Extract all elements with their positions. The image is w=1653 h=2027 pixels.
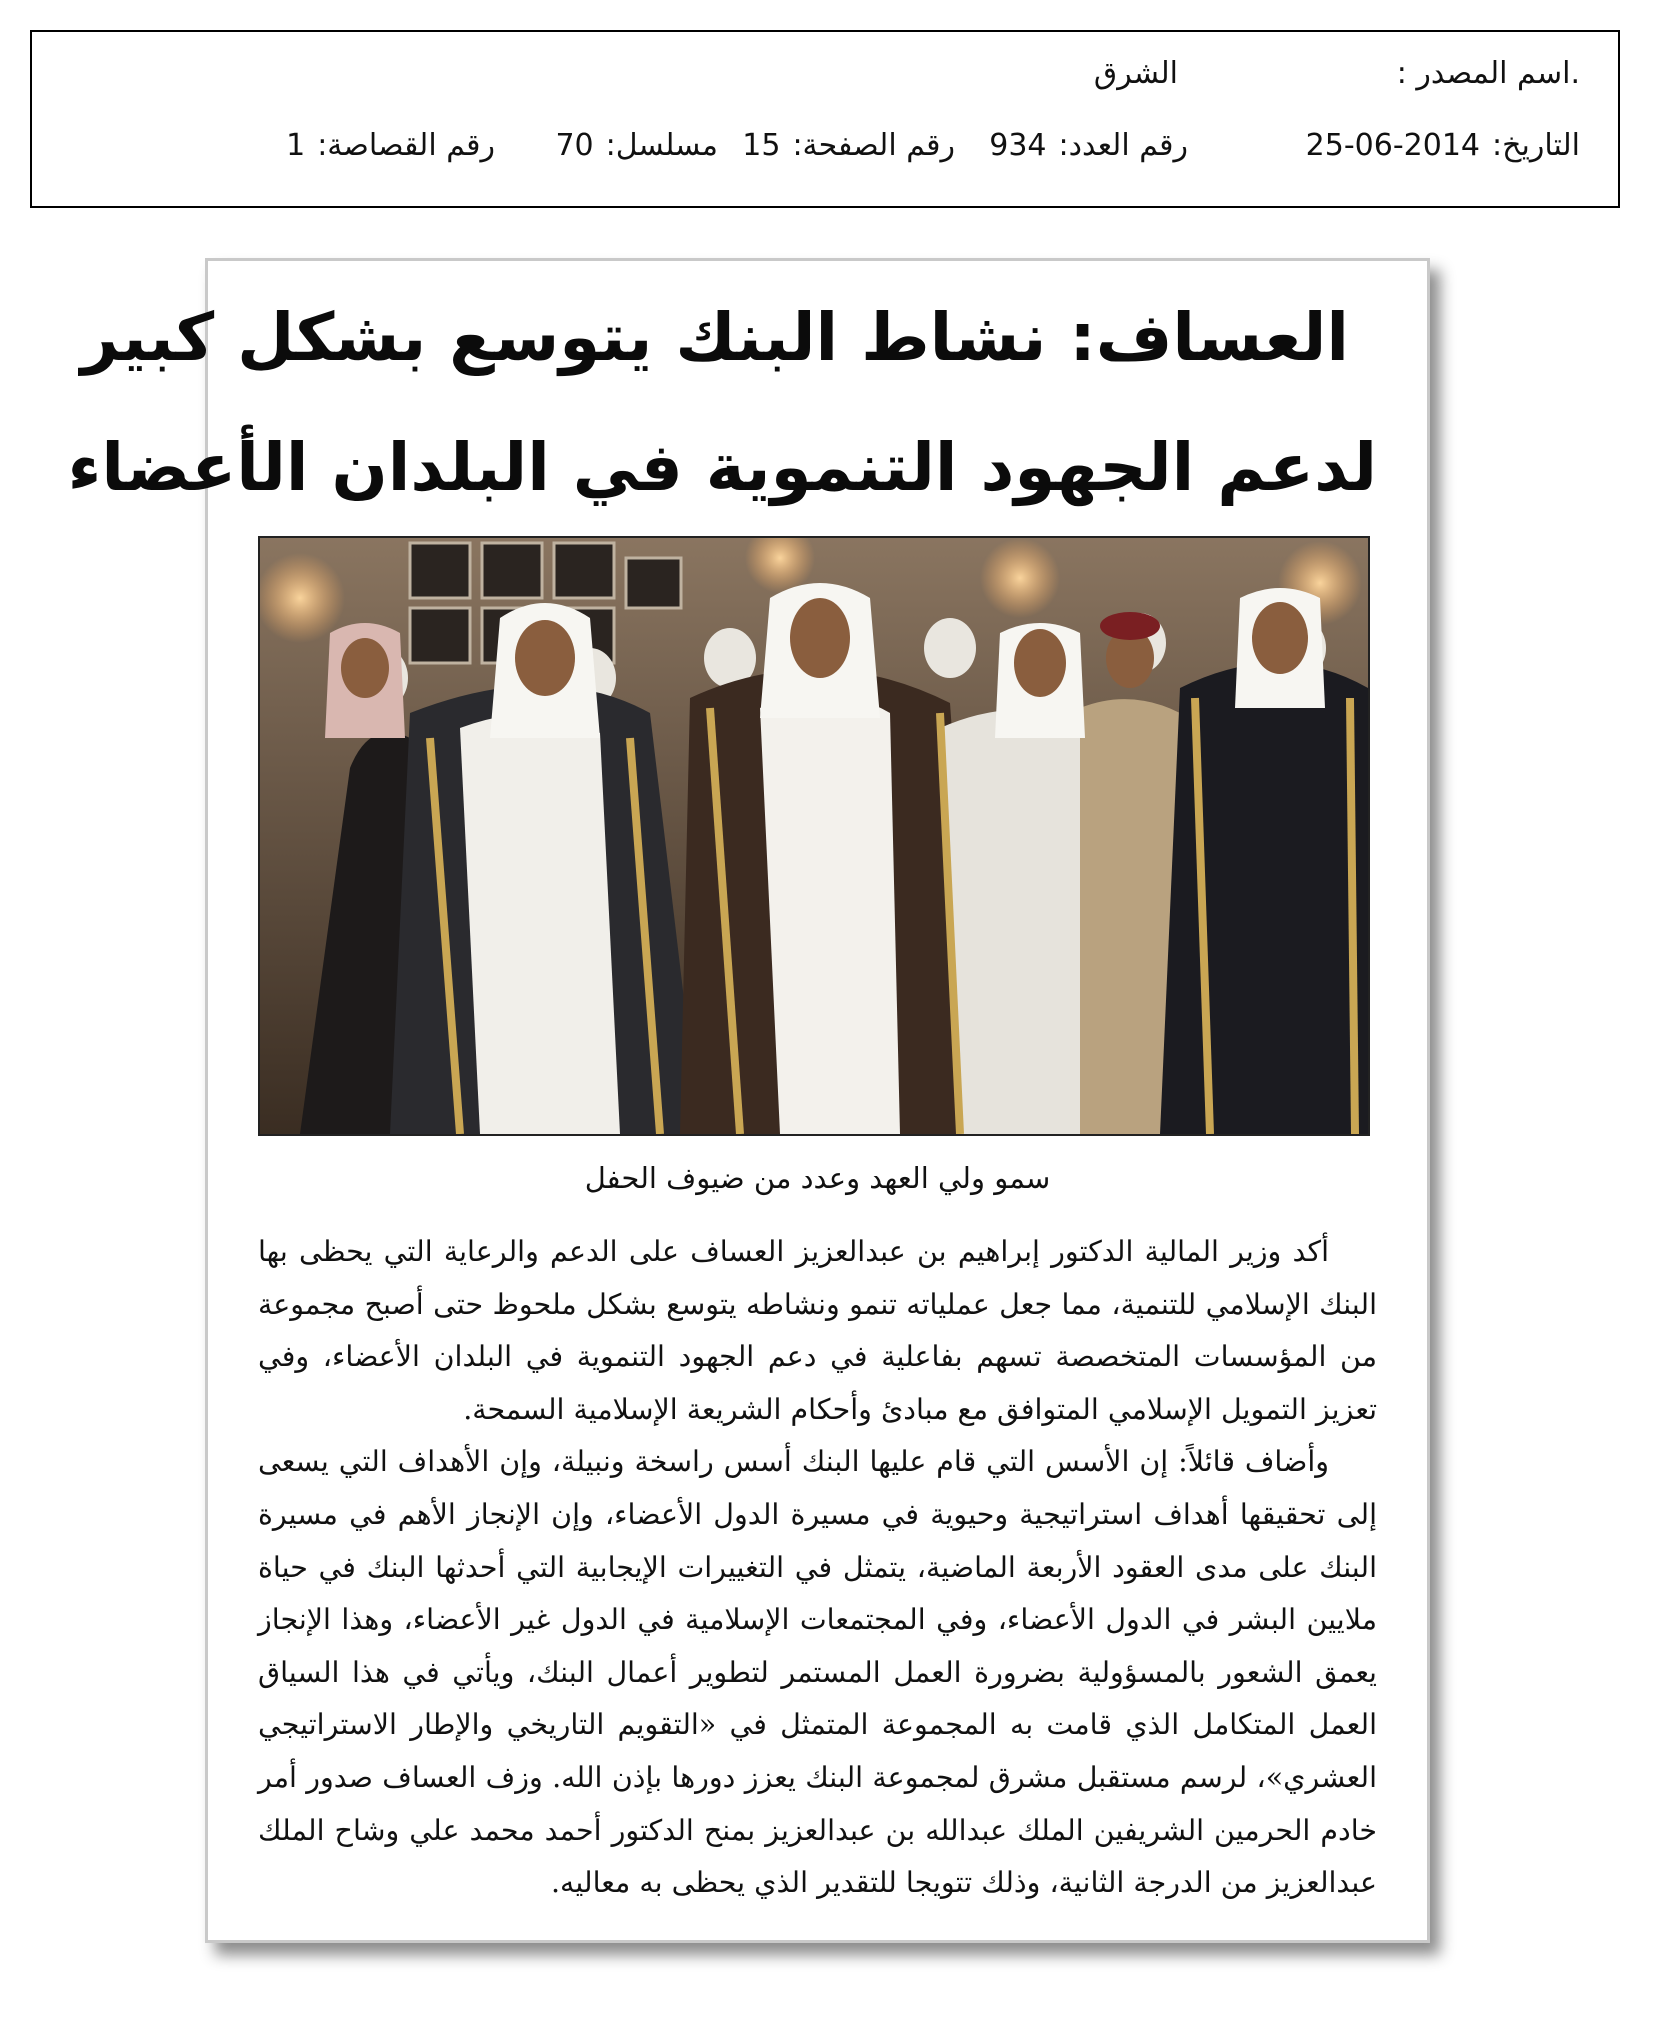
issue-value: 934 bbox=[989, 128, 1047, 163]
page-field bbox=[742, 128, 955, 163]
article-paragraph: أكد وزير المالية الدكتور إبراهيم بن عبدالعزيز العساف على الدعم والرعاية التي يحظى بها البنك الإسلامي للتنمية، مما جعل عملياته تنمو ونشاطه يتوسع بشكل ملحوظ حتى أصبح مجموعة من المؤسسات المتخصصة تسهم بفاعلية في دعم الجهود التنموية في البلدان الأعضاء، وفي تعزيز التمويل الإسلامي المتوافق مع مبادئ وأحكام الشريعة الإسلامية السمحة. bbox=[258, 1235, 1377, 1426]
article-photo bbox=[258, 536, 1370, 1136]
photo-caption: سمو ولي العهد وعدد من ضيوف الحفل bbox=[584, 1161, 1051, 1195]
date-label: التاريخ: bbox=[1492, 128, 1580, 163]
page-label: رقم الصفحة: bbox=[792, 128, 955, 163]
crowd-photo-illustration bbox=[260, 538, 1368, 1134]
article-paragraph: وأضاف قائلاً: إن الأسس التي قام عليها البنك أسس راسخة ونبيلة، وإن الأهداف التي يسعى إلى تحقيقها أهداف استراتيجية وحيوية في مسيرة الدول الأعضاء، وإن الإنجاز الأهم في مسيرة البنك على مدى العقود الأربعة الماضية، يتمثل في التغييرات الإيجابية التي أحدثها البنك في حياة ملايين البشر في الدول الأعضاء، وفي المجتمعات الإسلامية في الدول غير الأعضاء، وهذا الإنجاز يعمق الشعور بالمسؤولية بضرورة العمل المستمر لتطوير أعمال البنك، ويأتي في هذا السياق العمل المتكامل الذي قامت به المجموعة المتمثل في «التقويم التاريخي والإطار الاستراتيجي العشري»، لرسم مستقبل مشرق لمجموعة البنك يعزز دورها بإذن الله. وزف العساف صدور أمر خادم الحرمين الشريفين الملك عبدالله بن عبدالعزيز بمنح الدكتور أحمد محمد علي وشاح الملك عبدالعزيز من الدرجة الثانية، وذلك تتويجا للتقدير الذي يحظى به معاليه. bbox=[258, 1445, 1377, 1900]
date-field bbox=[1306, 128, 1580, 163]
headline-line-1: العساف: نشاط البنك يتوسع بشكل كبير bbox=[80, 299, 1349, 376]
source-value: الشرق bbox=[1093, 56, 1178, 91]
clip-label: رقم القصاصة: bbox=[317, 128, 495, 163]
issue-label: رقم العدد: bbox=[1058, 128, 1188, 163]
source-label: .اسم المصدر : bbox=[1396, 56, 1580, 91]
serial-value: 70 bbox=[555, 128, 594, 163]
issue-field bbox=[989, 128, 1188, 163]
article-body bbox=[258, 1226, 1377, 1910]
headline-line-2: لدعم الجهود التنموية في البلدان الأعضاء bbox=[67, 429, 1377, 506]
clipping-metadata-box bbox=[30, 30, 1620, 208]
newspaper-clipping bbox=[67, 258, 1430, 1943]
serial-field bbox=[555, 128, 718, 163]
date-value: 2014-06-25 bbox=[1305, 128, 1481, 163]
serial-label: مسلسل: bbox=[605, 128, 718, 163]
page-value: 15 bbox=[742, 128, 781, 163]
clip-value: 1 bbox=[286, 128, 306, 163]
clip-field bbox=[286, 128, 495, 163]
